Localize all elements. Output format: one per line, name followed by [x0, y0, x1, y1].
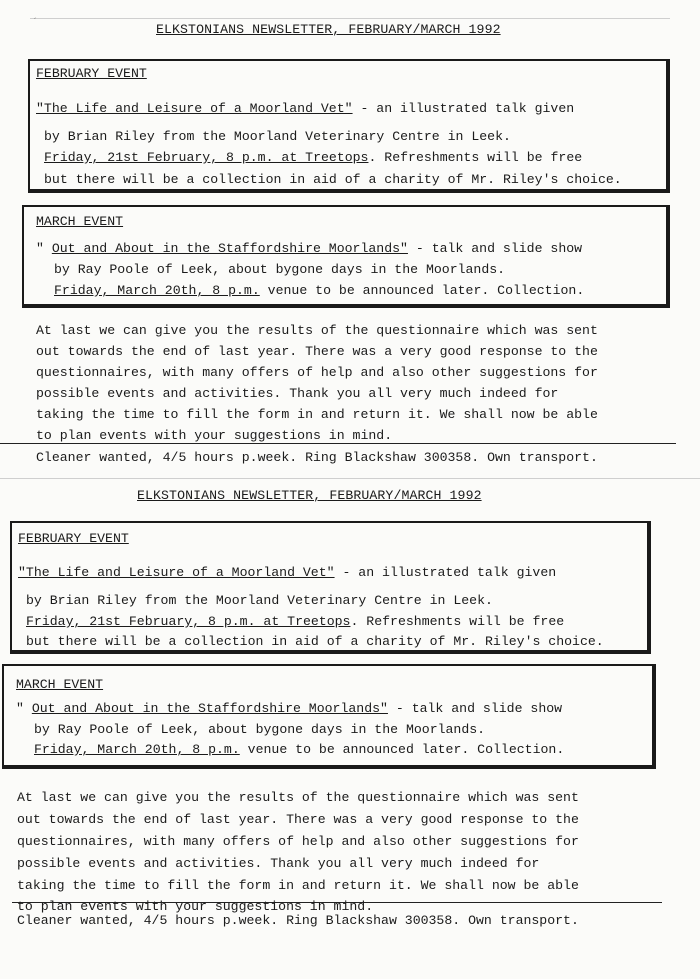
march-event-box [22, 205, 670, 308]
february-talk-rest: - an illustrated talk given [334, 565, 557, 580]
february-date-line [26, 614, 564, 629]
newsletter-title: ELKSTONIANS NEWSLETTER, FEBRUARY/MARCH 1992 [137, 488, 482, 503]
february-date: Friday, 21st February, 8 p.m. at Treetops [44, 150, 369, 165]
march-date-line [34, 742, 564, 757]
paragraph-line: out towards the end of last year. There was a very good response to the [36, 344, 598, 359]
february-talk-title: "The Life and Leisure of a Moorland Vet" [36, 101, 353, 116]
page-edge-line [30, 18, 670, 19]
march-talk-line [16, 701, 562, 716]
february-date-rest: . Refreshments will be free [350, 614, 565, 629]
march-date: Friday, March 20th, 8 p.m. [54, 283, 260, 298]
february-speaker-line: by Brian Riley from the Moorland Veterinary Centre in Leek. [44, 129, 511, 144]
paragraph-line: possible events and activities. Thank you all very much indeed for [36, 386, 559, 401]
cleaner-ad: Cleaner wanted, 4/5 hours p.week. Ring Blackshaw 300358. Own transport. [17, 913, 579, 928]
newsletter-copy-2 [0, 472, 700, 979]
march-event-heading: MARCH EVENT [16, 677, 104, 692]
february-date-rest: . Refreshments will be free [368, 150, 583, 165]
march-event-box [2, 664, 656, 769]
paragraph-line: At last we can give you the results of the questionnaire which was sent [17, 790, 579, 805]
march-talk-title: Out and About in the Staffordshire Moorlands" [31, 701, 388, 716]
march-date-rest: venue to be announced later. Collection. [259, 283, 585, 298]
february-talk-line [18, 565, 556, 580]
february-collection-line: but there will be a collection in aid of a charity of Mr. Riley's choice. [26, 634, 604, 649]
february-event-heading: FEBRUARY EVENT [18, 531, 129, 546]
march-event-heading: MARCH EVENT [36, 214, 124, 229]
section-divider [12, 902, 662, 903]
paragraph-line: to plan events with your suggestions in mind. [17, 899, 374, 914]
paragraph-line: taking the time to fill the form in and return it. We shall now be able [17, 878, 579, 893]
february-event-heading: FEBRUARY EVENT [36, 66, 147, 81]
paragraph-line: out towards the end of last year. There was a very good response to the [17, 812, 579, 827]
march-speaker-line: by Ray Poole of Leek, about bygone days in the Moorlands. [34, 722, 486, 737]
march-talk-rest: - talk and slide show [387, 701, 563, 716]
march-date-line [54, 283, 584, 298]
paragraph-line: to plan events with your suggestions in mind. [36, 428, 393, 443]
march-speaker-line: by Ray Poole of Leek, about bygone days in the Moorlands. [54, 262, 506, 277]
march-talk-line [36, 241, 582, 256]
paragraph-line: questionnaires, with many offers of help and also other suggestions for [17, 834, 579, 849]
february-event-box [10, 521, 651, 654]
newsletter-copy-1 [0, 0, 700, 470]
section-divider [0, 443, 676, 444]
cleaner-ad: Cleaner wanted, 4/5 hours p.week. Ring Blackshaw 300358. Own transport. [36, 450, 598, 465]
february-collection-line: but there will be a collection in aid of a charity of Mr. Riley's choice. [44, 172, 622, 187]
stray-mark: ´ [32, 18, 39, 29]
february-talk-rest: - an illustrated talk given [352, 101, 575, 116]
march-quote-open: " [36, 241, 52, 256]
paragraph-line: At last we can give you the results of the questionnaire which was sent [36, 323, 598, 338]
march-talk-rest: - talk and slide show [407, 241, 583, 256]
february-event-box [28, 59, 670, 193]
paragraph-line: possible events and activities. Thank you all very much indeed for [17, 856, 540, 871]
february-talk-line [36, 101, 574, 116]
february-date: Friday, 21st February, 8 p.m. at Treetops [26, 614, 351, 629]
march-date: Friday, March 20th, 8 p.m. [34, 742, 240, 757]
march-talk-title: Out and About in the Staffordshire Moorlands" [51, 241, 408, 256]
newsletter-title: ELKSTONIANS NEWSLETTER, FEBRUARY/MARCH 1992 [156, 22, 501, 37]
paragraph-line: taking the time to fill the form in and return it. We shall now be able [36, 407, 598, 422]
february-date-line [44, 150, 582, 165]
paragraph-line: questionnaires, with many offers of help and also other suggestions for [36, 365, 598, 380]
february-speaker-line: by Brian Riley from the Moorland Veterinary Centre in Leek. [26, 593, 493, 608]
march-date-rest: venue to be announced later. Collection. [239, 742, 565, 757]
february-talk-title: "The Life and Leisure of a Moorland Vet" [18, 565, 335, 580]
march-quote-open: " [16, 701, 32, 716]
